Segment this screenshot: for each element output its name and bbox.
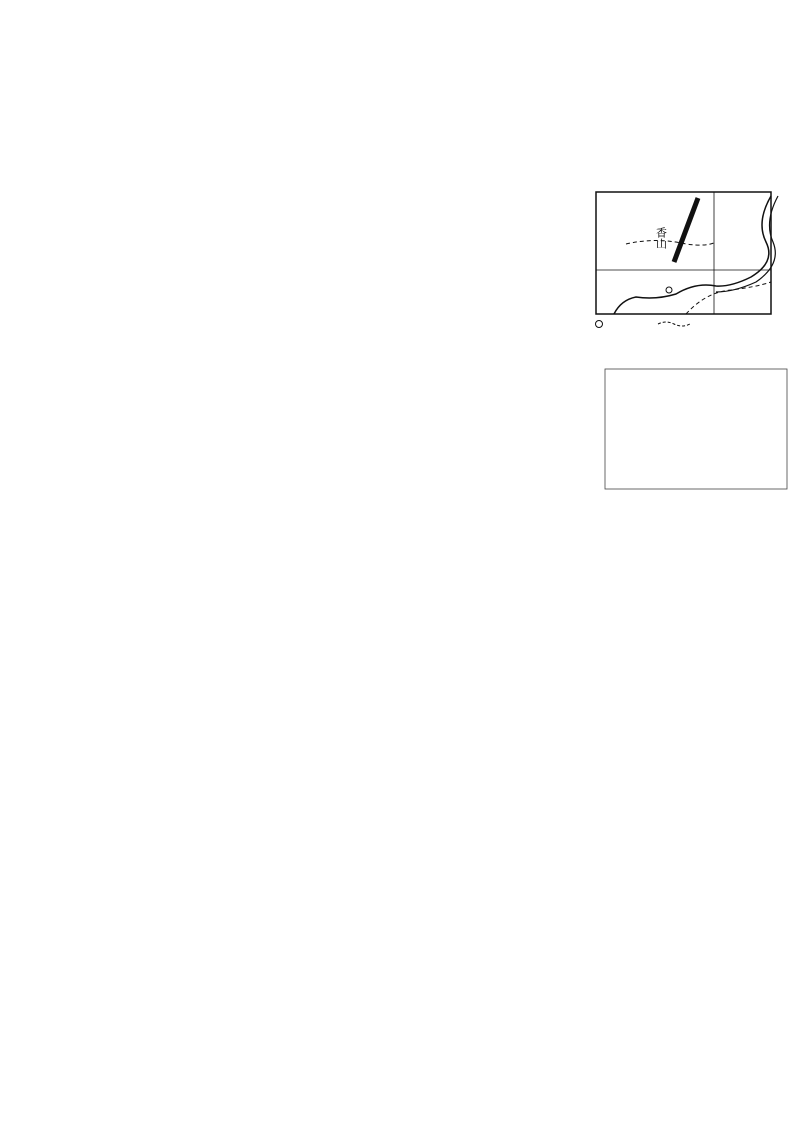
mountain-label: 香山 — [654, 227, 668, 249]
isohyet-150 — [626, 241, 716, 246]
pyramid-frame — [605, 369, 787, 489]
zhongwei-map — [566, 182, 788, 332]
zhongwei-city-symbol — [666, 287, 672, 293]
isohyet-200 — [686, 282, 771, 314]
map-frame — [596, 192, 771, 314]
population-pyramid — [604, 368, 788, 490]
legend-city-icon — [596, 321, 603, 328]
xiangshan-mountain — [674, 198, 698, 262]
yellow-river-bank — [716, 196, 778, 292]
legend-iso-icon — [658, 322, 690, 326]
